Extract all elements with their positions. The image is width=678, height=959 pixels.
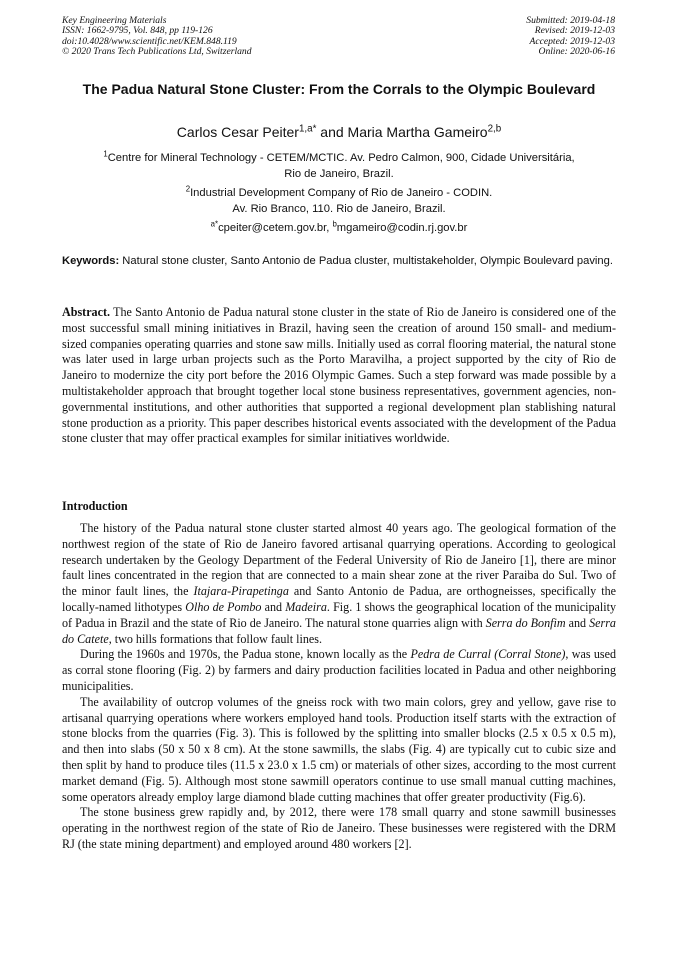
affiliation-2-sup: 2 bbox=[185, 184, 191, 194]
intro-p1-text: and bbox=[565, 615, 590, 630]
author-line bbox=[62, 123, 616, 141]
keywords bbox=[62, 253, 616, 269]
term-itajara: Itajara-Pirapetinga bbox=[193, 584, 289, 599]
term-madeira: Madeira bbox=[285, 599, 327, 614]
intro-p2-text: , was used as corral stone flooring (Fig. 2) by farmers and dairy production facilities located in Padua and other neighboring municipalities. bbox=[62, 647, 617, 693]
journal-copyright: © 2020 Trans Tech Publications Ltd, Switzerland bbox=[62, 46, 252, 58]
term-pedra-de-curral: Pedra de Curral (Corral Stone) bbox=[410, 647, 566, 662]
journal-name: Key Engineering Materials bbox=[62, 15, 167, 26]
term-olho-de-pombo: Olho de Pombo bbox=[185, 599, 262, 614]
affiliation-2 bbox=[62, 185, 616, 217]
keywords-label: Keywords: bbox=[62, 255, 120, 267]
journal-doi[interactable]: doi:10.4028/www.scientific.net/KEM.848.119 bbox=[62, 35, 237, 47]
intro-p2-text: During the 1960s and 1970s, the Padua stone, known locally as the bbox=[80, 647, 411, 662]
affiliation-2-line1: Industrial Development Company of Rio de Janeiro - CODIN. bbox=[190, 187, 493, 199]
author-1-affil: 1,a* bbox=[298, 123, 317, 135]
email-a-sup: a* bbox=[210, 219, 219, 229]
abstract bbox=[62, 305, 616, 447]
intro-paragraph-3: The availability of outcrop volumes of the gneiss rock with two main colors, grey and yellow, gave rise to artisanal quarrying operations where workers employed hand tools. Production itself starts with the extraction of stone blocks from the quarries (Fig. 3). This is followed by the splitting into smaller blocks (2.5 x 0.5 x 0.5 m), and then into slabs (50 x 50 x 8 cm). At the stone sawmills, the slabs (Fig. 4) are typically cut to cubic size and then split by hand to produce tiles (11.5 x 23.0 x 1.5 cm) or materials of other sizes, according to the most current market demand (Fig. 5). Although most stone sawmill operators continue to use small manual cutting machines, some operators already employ large diamond blade cutting machines that offer greater productivity (Fig.6). bbox=[62, 694, 616, 804]
author-2-affil: 2,b bbox=[487, 123, 502, 135]
revised-date: Revised: 2019-12-03 bbox=[534, 25, 615, 37]
submitted-date: Submitted: 2019-04-18 bbox=[526, 15, 615, 26]
submission-dates bbox=[526, 16, 615, 58]
affiliation-1-line2: Rio de Janeiro, Brazil. bbox=[284, 168, 394, 180]
section-heading-introduction: Introduction bbox=[62, 499, 128, 513]
author-2: Maria Martha Gameiro bbox=[347, 124, 488, 140]
email-b-sup: b bbox=[332, 219, 337, 229]
journal-info bbox=[62, 16, 252, 58]
affiliation-1 bbox=[62, 150, 616, 182]
author-1: Carlos Cesar Peiter bbox=[176, 124, 299, 140]
term-serra-do-catete: Serra do Catete bbox=[62, 615, 616, 646]
intro-p1-text: and bbox=[261, 599, 286, 614]
email-b[interactable]: mgameiro@codin.rj.gov.br bbox=[336, 222, 468, 234]
intro-p1-text: . Fig. 1 shows the geographical location of the municipality of Padua in Brazil and the state of Rio de Janeiro. The natural stone quarries align with bbox=[62, 599, 617, 630]
journal-issn: ISSN: 1662-9795, Vol. 848, pp 119-126 bbox=[62, 25, 213, 37]
affiliation-2-line2: Av. Rio Branco, 110. Rio de Janeiro, Brazil. bbox=[232, 203, 446, 215]
intro-paragraph-4: The stone business grew rapidly and, by 2012, there were 178 small quarry and stone sawmill businesses operating in the northwest region of the state of Rio de Janeiro. These businesses were registered with the DRM RJ (the state mining department) and employed around 480 workers [2]. bbox=[62, 805, 616, 851]
accepted-date: Accepted: 2019-12-03 bbox=[529, 35, 615, 47]
email-a[interactable]: cpeiter@cetem.gov.br, bbox=[218, 222, 333, 234]
keywords-text: Natural stone cluster, Santo Antonio de Padua cluster, multistakeholder, Olympic Boulevard paving. bbox=[119, 255, 613, 267]
intro-p1-text: and Santo Antonio de Padua, are orthogneisses, specifically the locally-named lithotypes bbox=[62, 584, 616, 614]
term-serra-do-bonfim: Serra do Bonfim bbox=[485, 615, 566, 630]
online-date: Online: 2020-06-16 bbox=[538, 46, 615, 58]
abstract-text: The Santo Antonio de Padua natural stone cluster in the state of Rio de Janeiro is considered one of the most successful small mining initiatives in Brazil, having seen the creation of around 150 small- and medium-sized companies operating quarries and stone saw mills. Initially used as corral flooring material, the natural stone was later used in large urban projects such as the Porto Maravilha, a project supported by the city of Rio de Janeiro to modernize the city port before the 2016 Olympic Games. Such a step forward was made possible by a multistakeholder approach that brought together local stone business representatives, government agencies, non-governmental institutions, and other authorities that supported a regional development plan stablishing natural stone production as a priority. This paper describes historical events associated with the development of the Padua stone cluster that may offer practical examples for similar initiatives worldwide. bbox=[62, 305, 616, 446]
abstract-label: Abstract. bbox=[62, 305, 111, 319]
affiliation-1-line1: Centre for Mineral Technology - CETEM/MCTIC. Av. Pedro Calmon, 900, Cidade Universitária, bbox=[107, 152, 575, 164]
author-emails bbox=[62, 220, 616, 236]
intro-p1-text: The history of the Padua natural stone cluster started almost 40 years ago. The geological formation of the northwest region of the state of Rio de Janeiro favored artisanal quarrying operations. According to geological research undertaken by the Geology Department of the Federal University of Rio de Janeiro [1], there are minor fault lines concentrated in the region that are connected to a main shear zone at the river Paraiba do Sul. Two of the minor fault lines, the bbox=[62, 521, 616, 599]
introduction-body bbox=[62, 521, 616, 853]
affiliation-1-sup: 1 bbox=[103, 149, 108, 159]
intro-paragraph-2 bbox=[62, 647, 616, 694]
intro-p1-text: , two hills formations that follow fault lines. bbox=[108, 631, 322, 646]
intro-paragraph-1 bbox=[62, 521, 616, 647]
author-conjunction: and bbox=[316, 124, 348, 140]
paper-title: The Padua Natural Stone Cluster: From the Corrals to the Olympic Boulevard bbox=[82, 81, 596, 97]
